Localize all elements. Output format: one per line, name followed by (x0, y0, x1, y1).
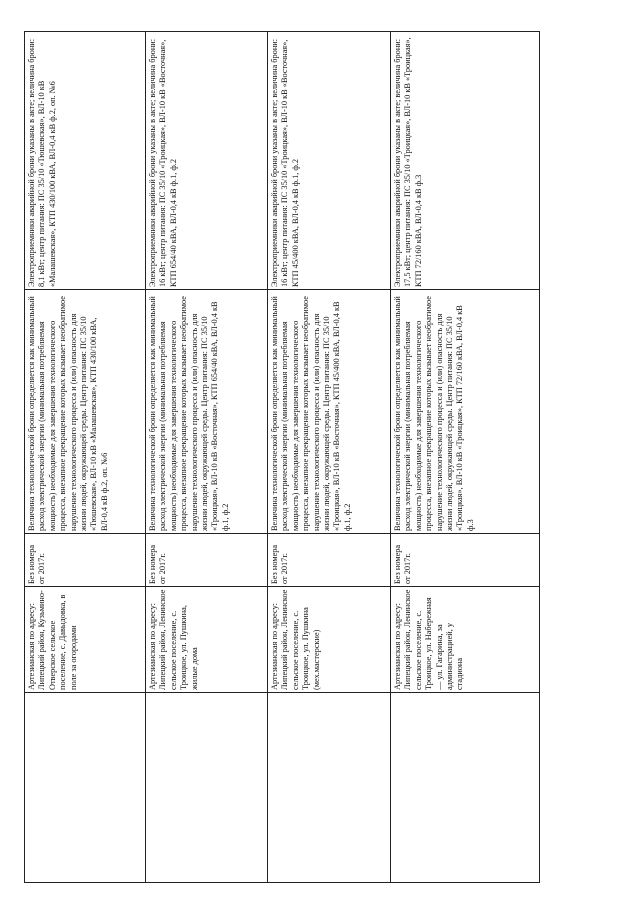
emergency-reserve-cell: Электроприемники аварийной брони указаны в акте; величина брони: 8,1 кВт; центр питания: ПС 35/10 «Тюшевская», ВЛ-10 кВ «Малашевская», КТП 430/100 кВА, ВЛ-0,4 кВ ф.2, оп. №6 (25, 32, 146, 290)
address-cell: Артезианская по адресу: Липецкий район, Ленинское сельское поселение, с. Троицкое, ул. Пушкина, жилые дома (146, 587, 268, 693)
empty-cell (268, 693, 391, 883)
document-cell: Без номера от 2017г. (25, 534, 146, 587)
tech-reserve-cell: Величина технологической брони определяется как минимальный расход электрической энергии (минимальная потребляемая мощность) необходимые для завершения технологического процесса, внезапное прекращение которых вызывает необратимое нарушение технологического процесса и (или) опасность для жизни людей, окружающей среды. Центр питания: ПС 35/10 «Троицкая», ВЛ-10 кВ «Восточная», КТП 45/400 кВА, ВЛ-0,4 кВ ф.1, ф.2 (268, 290, 391, 534)
emergency-reserve-cell: Электроприемники аварийной брони указаны в акте; величина брони: 16 кВт; центр питания: ПС 35/10 «Троицкая», ВЛ-10 кВ «Восточная», КТП 45/400 кВА, ВЛ-0,4 кВ ф.1, ф.2 (268, 32, 391, 290)
reservation-table (24, 31, 540, 883)
document-cell: Без номера от 2017г. (391, 534, 540, 587)
emergency-reserve-cell: Электроприемники аварийной брони указаны в акте; величина брони: 16 кВт; центр питания: ПС 35/10 «Троицкая», ВЛ-10 кВ «Восточная», КТП 654/40 кВА, ВЛ-0,4 кВ ф.1, ф.2 (146, 32, 268, 290)
document-cell: Без номера от 2017г. (268, 534, 391, 587)
empty-cell (25, 693, 146, 883)
table-row (268, 32, 391, 883)
address-cell: Артезианская по адресу: Липецкий район, Ленинское сельское поселение, с. Троицкое, ул. Набережная — ул. Гагарина, за администрацией, у стадиона (391, 587, 540, 693)
tech-reserve-cell: Величина технологической брони определяется как минимальный расход электрической энергии (минимальная потребляемая мощность) необходимые для завершения технологического процесса, внезапное прекращение которых вызывает необратимое нарушение технологического процесса и (или) опасность для жизни людей, окружающей среды. Центр питания: ПС 35/10 «Троицкая», ВЛ-10 кВ «Троицкая», КТП 72/160 кВА, ВЛ-0,4 кВ ф.3 (391, 290, 540, 534)
table-row (146, 32, 268, 883)
emergency-reserve-cell: Электроприемники аварийной брони указаны в акте; величина брони: 17,5 кВт; центр питания: ПС 35/10 «Троицкая», ВЛ-10 кВ «Троицкая», КТП 72/160 кВА, ВЛ-0,4 кВ ф.3 (391, 32, 540, 290)
address-cell: Артезианская по адресу: Липецкий район, Кузьмино-Отверское сельское поселение, с. Давыдовка, в поле за огородами (25, 587, 146, 693)
tech-reserve-cell: Величина технологической брони определяется как минимальный расход электрической энергии (минимальная потребляемая мощность) необходимые для завершения технологического процесса, внезапное прекращение которых вызывает необратимое нарушение технологического процесса и (или) опасность для жизни людей, окружающей среды. Центр питания: ПС 35/10 «Троицкая», ВЛ-10 кВ «Восточная», КТП 654/40 кВА, ВЛ-0,4 кВ ф.1, ф.2 (146, 290, 268, 534)
table-row (25, 32, 146, 883)
address-cell: Артезианская по адресу: Липецкий район, Ленинское сельское поселение, с. Троицкое, ул. Пушкина (мех.мастерские) (268, 587, 391, 693)
tech-reserve-cell: Величина технологической брони определяется как минимальный расход электрической энергии (минимальная потребляемая мощность) необходимые для завершения технологического процесса, внезапное прекращение которых вызывает необратимое нарушение технологического процесса и (или) опасность для жизни людей, окружающей среды. Центр питания: ПС 35/10 «Тюшевская», ВЛ-10 кВ «Малашевская», КТП 430/100 кВА, ВЛ-0,4 кВ ф.2, оп. №6 (25, 290, 146, 534)
empty-cell (146, 693, 268, 883)
table-row (391, 32, 540, 883)
empty-cell (391, 693, 540, 883)
document-cell: Без номера от 2017г. (146, 534, 268, 587)
rotated-page (24, 32, 527, 883)
